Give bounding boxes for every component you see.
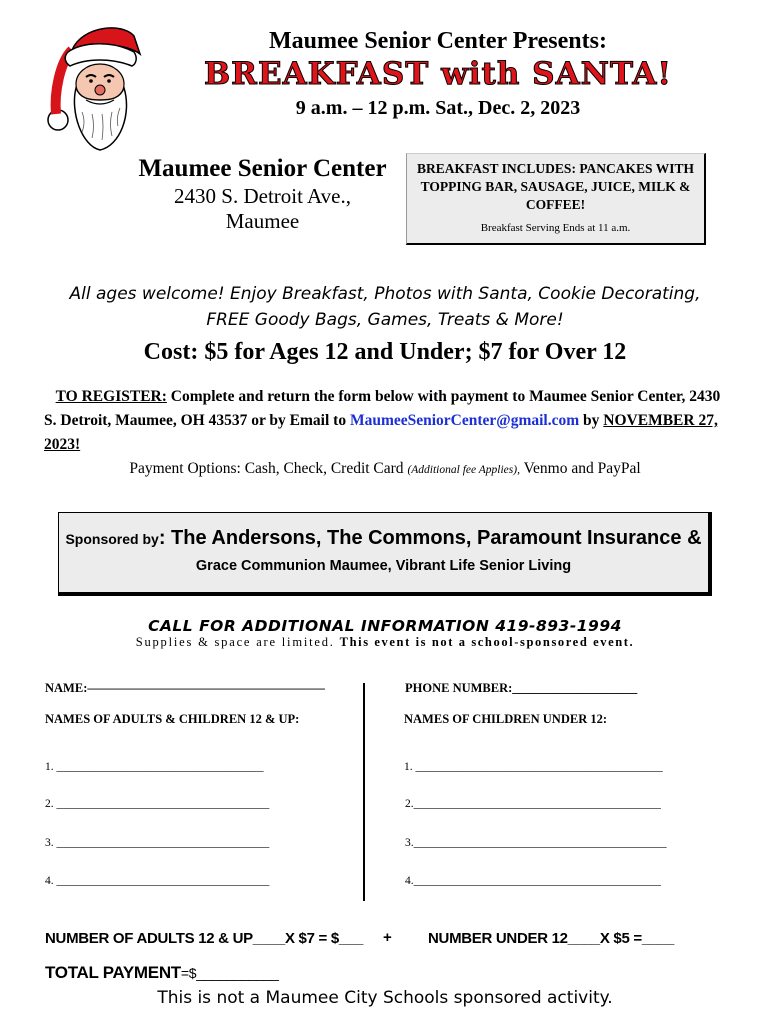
sponsors-line1 xyxy=(59,527,708,550)
includes-title: BREAKFAST INCLUDES: PANCAKES WITH TOPPING BAR, SAUSAGE, JUICE, MILK & COFFEE! xyxy=(417,161,694,212)
total-value[interactable]: =$___________ xyxy=(180,965,279,981)
sponsors-box xyxy=(58,512,712,596)
welcome-line2: FREE Goody Bags, Games, Treats & More! xyxy=(206,310,564,330)
under-count-field[interactable]: NUMBER UNDER 12____X $5 =____ xyxy=(428,930,675,947)
total-payment[interactable] xyxy=(45,963,279,983)
event-date: 9 a.m. – 12 p.m. Sat., Dec. 2, 2023 xyxy=(295,97,581,119)
child-name-line-2[interactable]: 2.___________________________________________ xyxy=(405,798,661,810)
serving-ends-note: Breakfast Serving Ends at 11 a.m. xyxy=(480,222,631,234)
adults-count-field[interactable]: NUMBER OF ADULTS 12 & UP____X $7 = $___ xyxy=(45,930,364,947)
address-line1: 2430 S. Detroit Ave., xyxy=(174,184,351,208)
sponsored-by-colon: : xyxy=(158,527,166,549)
children-names-label: NAMES OF CHILDREN UNDER 12: xyxy=(404,712,608,726)
child-name-line-1[interactable]: 1. ___________________________________________ xyxy=(404,761,663,773)
register-by: by xyxy=(579,412,604,429)
register-label: TO REGISTER: xyxy=(55,388,167,405)
payment-text2: Venmo and PayPal xyxy=(519,460,641,477)
adults-names-label: NAMES OF ADULTS & CHILDREN 12 & UP: xyxy=(45,712,300,726)
supplies-text1: Supplies & space are limited. xyxy=(135,635,340,649)
presents-heading: Maumee Senior Center Presents: xyxy=(269,28,607,54)
supplies-note xyxy=(40,635,730,650)
email-link[interactable]: MaumeeSeniorCenter@gmail.com xyxy=(349,412,580,429)
adult-name-line-4[interactable]: 4. _____________________________________ xyxy=(45,875,270,887)
plus-sign: + xyxy=(383,929,392,946)
address-line2: Maumee xyxy=(225,209,300,233)
breakfast-includes-box xyxy=(406,153,706,245)
register-text: Complete and return the form below with payment to Maumee Senior Center, 2430 S. Detroit, Maumee, OH 43537 or by Email to xyxy=(44,388,721,429)
payment-fee-note: (Additional fee Applies), xyxy=(407,464,520,476)
call-info: CALL FOR ADDITIONAL INFORMATION 419-893-1994 xyxy=(148,617,622,635)
phone-field[interactable]: PHONE NUMBER:____________________ xyxy=(405,681,638,695)
sponsored-by-label: Sponsored by xyxy=(65,531,159,547)
sponsors-names1: The Andersons, The Commons, Paramount Insurance & xyxy=(165,527,702,549)
welcome-text xyxy=(40,281,730,333)
supplies-text2: This event is not a school-sponsored event. xyxy=(339,635,635,649)
sponsors-line2: Grace Communion Maumee, Vibrant Life Senior Living xyxy=(195,558,572,574)
welcome-line1: All ages welcome! Enjoy Breakfast, Photos with Santa, Cookie Decorating, xyxy=(69,284,701,304)
adult-name-line-2[interactable]: 2. _____________________________________ xyxy=(45,798,270,810)
location-address xyxy=(130,184,395,234)
register-deadline: NOVEMBER 27, 2023! xyxy=(44,412,718,453)
santa-illustration xyxy=(42,22,142,154)
event-title: BREAKFAST with SANTA! xyxy=(203,56,672,92)
child-name-line-4[interactable]: 4.___________________________________________ xyxy=(405,875,661,887)
payment-options xyxy=(40,460,730,478)
child-name-line-3[interactable]: 3.____________________________________________ xyxy=(405,837,667,849)
payment-text1: Payment Options: Cash, Check, Credit Card xyxy=(129,460,408,477)
name-field[interactable]: NAME:——————————————————— xyxy=(45,681,325,695)
form-divider xyxy=(363,683,365,901)
register-instructions xyxy=(44,385,734,457)
adult-name-line-1[interactable]: 1. ____________________________________ xyxy=(45,761,264,773)
adult-name-line-3[interactable]: 3. _____________________________________ xyxy=(45,837,270,849)
footer-disclaimer: This is not a Maumee City Schools sponsored activity. xyxy=(157,988,613,1008)
cost-heading: Cost: $5 for Ages 12 and Under; $7 for Over 12 xyxy=(143,339,627,365)
total-label: TOTAL PAYMENT xyxy=(45,963,181,982)
location-name: Maumee Senior Center xyxy=(138,155,387,182)
